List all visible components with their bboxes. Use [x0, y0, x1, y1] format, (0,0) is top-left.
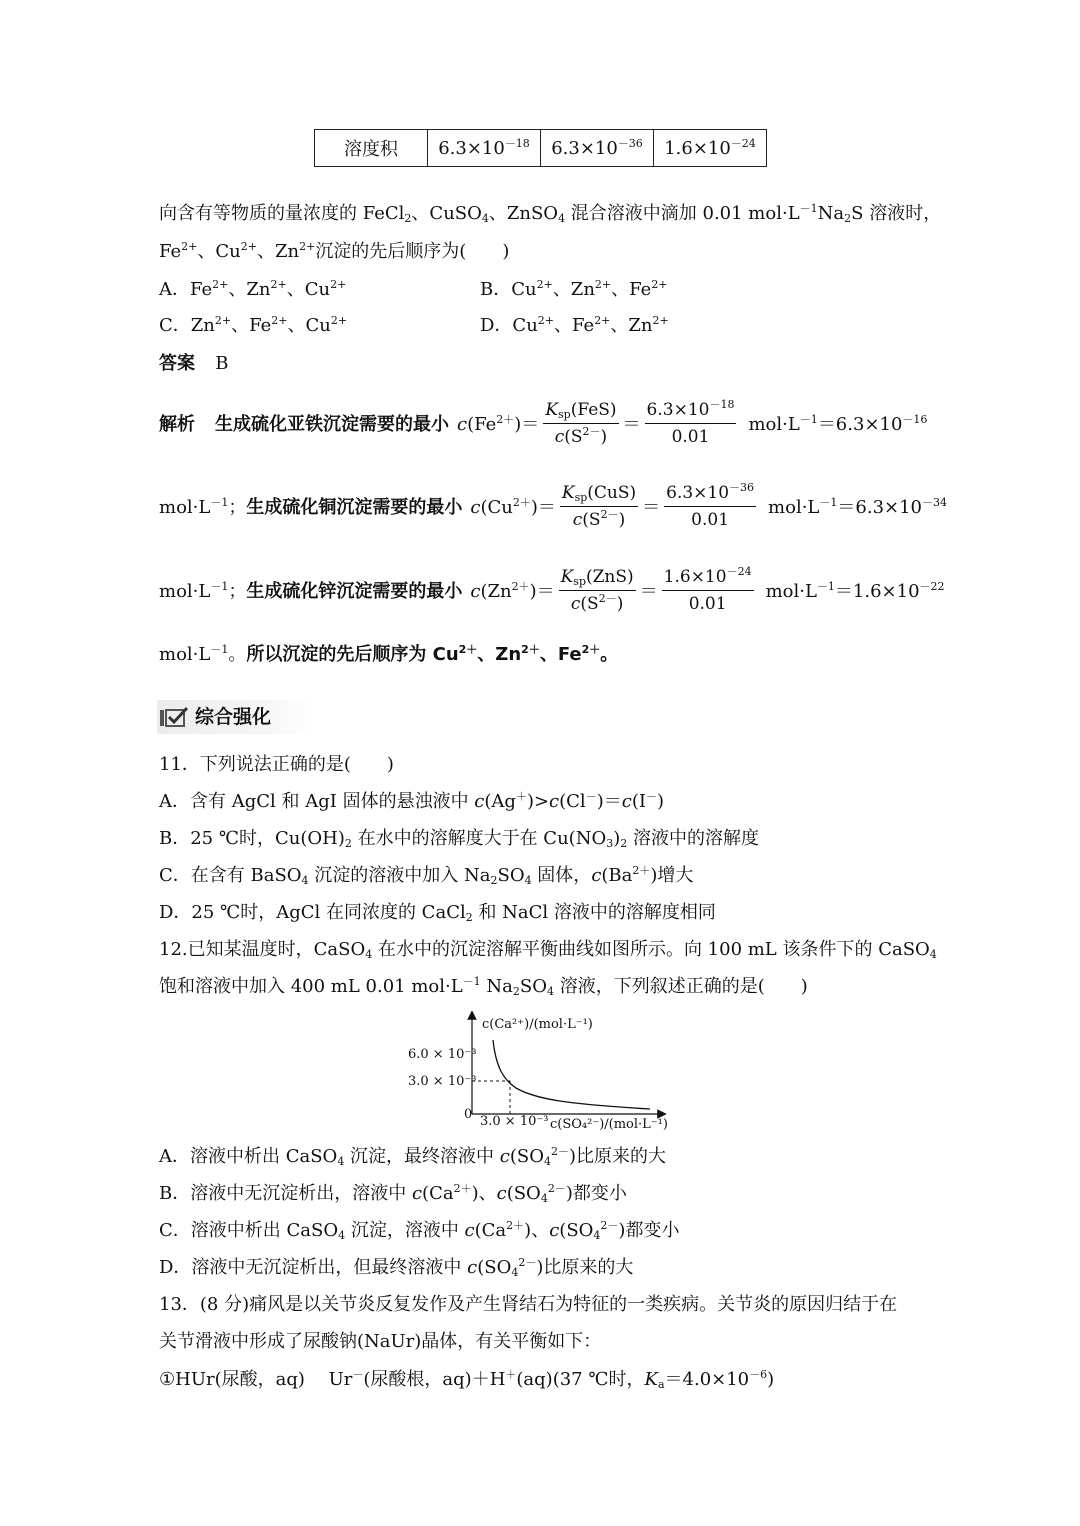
analysis-r3-lhs: $c(Zn^{2+})=$ [470, 580, 555, 602]
section-title: 综合强化 [195, 706, 272, 728]
y-axis-label: c(Ca²⁺)/(mol·L⁻¹) [482, 1017, 593, 1032]
fraction-numerator: $1.6\times 10^{-24}$ [662, 566, 754, 591]
analysis-r4-text: 所以沉淀的先后顺序为 $Cu^{2+}$、$Zn^{2+}$、$Fe^{2+}$。 [246, 643, 619, 665]
q11-stem: 11．下列说法正确的是( ) [159, 754, 394, 775]
q10-stem-line1: 向含有等物质的量浓度的 FeCl$_2$、CuSO$_4$、ZnSO$_4$ 混合溶液中滴加 0.01 $mol\cdot L^{-1}Na_2S$ 溶液时， [159, 202, 942, 225]
q12-option-a: A．溶液中析出 CaSO$_4$ 沉淀，最终溶液中 $c(SO_4^{2-})$比原来的大 [159, 1145, 667, 1168]
q10-option-c: C．$Zn^{2+}$、$Fe^{2+}$、$Cu^{2+}$ [159, 314, 348, 336]
fraction-numerator: $K_{sp}(ZnS)$ [559, 566, 636, 591]
answer-label-text: 答案 [159, 353, 195, 374]
fraction-denominator: 0.01 [671, 426, 710, 447]
fraction [543, 399, 618, 448]
fraction-denominator: 0.01 [688, 593, 727, 614]
x-tick: 3.0 × 10⁻³ [480, 1114, 549, 1129]
fraction-denominator: $c(S^{2-})$ [554, 424, 608, 447]
x-axis-label: c(SO₄²⁻)/(mol·L⁻¹) [550, 1117, 668, 1132]
fraction [662, 566, 754, 615]
analysis-r4-unit: $mol\cdot L^{-1}$。 [159, 643, 247, 665]
solubility-curve-graph [400, 1010, 690, 1135]
analysis-row-2 [159, 478, 947, 534]
analysis-r1-prefix: 生成硫化亚铁沉淀需要的最小 [215, 414, 449, 435]
fraction-denominator: $c(S^{2-})$ [572, 507, 626, 530]
origin-label: 0 [464, 1107, 473, 1122]
section-header [157, 700, 313, 734]
analysis-label: 解析 [159, 414, 195, 435]
q12-stem-line2: 饱和溶液中加入 400 mL 0.01 $mol\cdot L^{-1}$ $Na_2SO_4$ 溶液，下列叙述正确的是( ) [159, 975, 808, 998]
answer-label [159, 352, 229, 376]
q11-option-d: D．25 ℃时，AgCl 在同浓度的 CaCl$_2$ 和 NaCl 溶液中的溶解度相同 [159, 902, 716, 924]
equals-sign: ＝ [622, 414, 641, 435]
analysis-row-3 [159, 562, 945, 618]
analysis-row-1 [159, 395, 927, 451]
q12-option-c: C．溶液中析出 CaSO$_4$ 沉淀，溶液中 $c(Ca^{2+})$、$c(SO_4^{2-})$都变小 [159, 1219, 680, 1242]
fraction-numerator: $K_{sp}(FeS)$ [543, 399, 618, 424]
q11-option-b: B．25 ℃时，$Cu(OH)_2$ 在水中的溶解度大于在 $Cu(NO_3)_2$ 溶液中的溶解度 [159, 828, 759, 850]
equals-sign: ＝ [642, 497, 661, 518]
fraction [560, 482, 638, 531]
analysis-r3-prefix: 生成硫化锌沉淀需要的最小 [246, 581, 463, 602]
analysis-row-4 [159, 643, 618, 667]
q10-option-b: B．$Cu^{2+}$、$Zn^{2+}$、$Fe^{2+}$ [480, 278, 668, 300]
q11-option-c: C．在含有 BaSO$_4$ 沉淀的溶液中加入 $Na_2SO_4$ 固体，$c(Ba^{2+})$增大 [159, 864, 694, 887]
q12-option-b: B．溶液中无沉淀析出，溶液中 $c(Ca^{2+})$、$c(SO_4^{2-})$都变小 [159, 1182, 627, 1205]
y-tick-high: 6.0 × 10⁻³ [408, 1047, 477, 1062]
fraction-denominator: 0.01 [691, 509, 730, 530]
q12-option-d: D．溶液中无沉淀析出，但最终溶液中 $c(SO_4^{2-})$比原来的大 [159, 1256, 634, 1279]
answer-value: B [215, 353, 229, 374]
analysis-r3-result: $mol\cdot L^{-1}=1.6\times 10^{-22}$ [765, 580, 945, 602]
fraction-numerator: $6.3\times 10^{-18}$ [645, 399, 737, 424]
q12-stem-line1: 12.已知某温度时，CaSO$_4$ 在水中的沉淀溶解平衡曲线如图所示。向 100 mL 该条件下的 CaSO$_4$ [159, 939, 937, 961]
equals-sign: ＝ [639, 581, 658, 602]
q13-stem-line1: 13．(8 分)痛风是以关节炎反复发作及产生肾结石为特征的一类疾病。关节炎的原因归结于在 [159, 1294, 898, 1315]
y-tick-mid: 3.0 × 10⁻³ [408, 1074, 477, 1089]
q11-option-a: A．含有 AgCl 和 AgI 固体的悬浊液中 c(Ag＋)>c(Cl－)＝c(I－) [159, 790, 664, 812]
analysis-r2-prefix: 生成硫化铜沉淀需要的最小 [246, 497, 463, 518]
table-row [315, 130, 767, 167]
analysis-r1-lhs: $c(Fe^{2+})=$ [457, 413, 540, 435]
q10-option-a: A．$Fe^{2+}$、$Zn^{2+}$、$Cu^{2+}$ [159, 278, 347, 300]
fraction [645, 399, 737, 448]
fraction [559, 566, 636, 615]
analysis-r2-lhs: $c(Cu^{2+})=$ [470, 496, 556, 518]
table-cell: $6.3\times 10^{-18}$ [428, 130, 541, 167]
table-cell: $1.6\times 10^{-24}$ [654, 130, 767, 167]
analysis-r2-unit: $mol\cdot L^{-1}$； [159, 496, 247, 518]
table-cell: 溶度积 [315, 130, 428, 167]
fraction-denominator: $c(S^{2-})$ [570, 591, 624, 614]
q10-option-d: D．$Cu^{2+}$、$Fe^{2+}$、$Zn^{2+}$ [480, 314, 669, 336]
checklist-icon [159, 707, 189, 729]
fraction [664, 482, 756, 531]
analysis-r1-result: $mol\cdot L^{-1}=6.3\times 10^{-16}$ [748, 413, 928, 435]
equilibrium-curve [493, 1040, 650, 1109]
q10-stem-line2: $Fe^{2+}$、$Cu^{2+}$、$Zn^{2+}$沉淀的先后顺序为( ) [159, 240, 510, 262]
analysis-r3-unit: $mol\cdot L^{-1}$； [159, 580, 247, 602]
fraction-numerator: $6.3\times 10^{-36}$ [664, 482, 756, 507]
ksp-table [314, 129, 767, 167]
analysis-r2-result: $mol\cdot L^{-1}=6.3\times 10^{-34}$ [768, 496, 948, 518]
q13-equilibrium-1: ①HUr(尿酸，aq) Ur－(尿酸根，aq)＋H＋(aq)(37 ℃时，$K_a=4.0\times 10^{-6}$) [159, 1368, 775, 1391]
q13-stem-line2: 关节滑液中形成了尿酸钠(NaUr)晶体，有关平衡如下： [159, 1331, 602, 1352]
table-cell: $6.3\times 10^{-36}$ [541, 130, 654, 167]
fraction-numerator: $K_{sp}(CuS)$ [560, 482, 638, 507]
